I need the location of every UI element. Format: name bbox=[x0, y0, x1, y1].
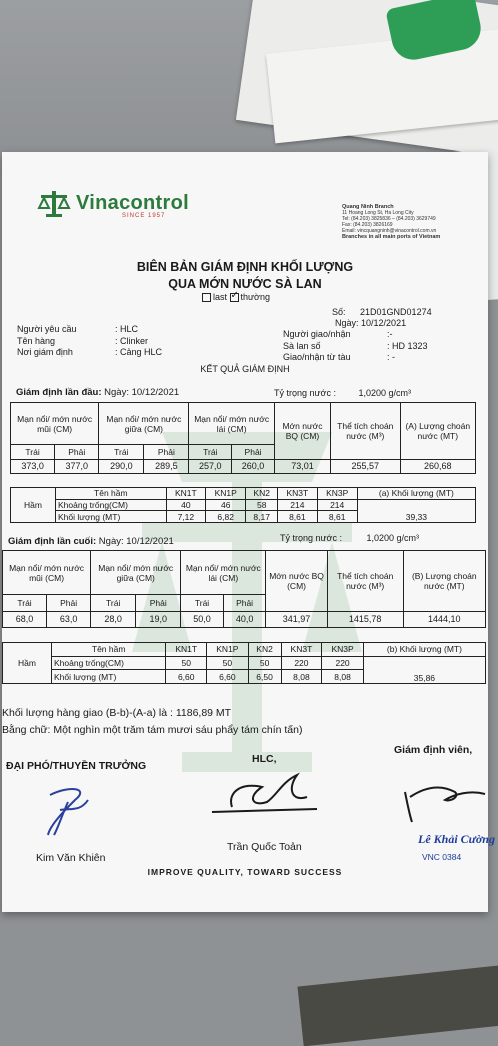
table-cell: 50 bbox=[166, 656, 207, 670]
barge-value: : HD 1323 bbox=[387, 341, 428, 351]
hold-col: KN1P bbox=[206, 488, 246, 500]
last-hold-table bbox=[2, 642, 486, 684]
so-value: 21D01GND01274 bbox=[360, 307, 432, 317]
requester-value: : HLC bbox=[115, 324, 139, 334]
table-cell: 68,0 bbox=[3, 611, 47, 628]
table-cell: 341,97 bbox=[266, 611, 327, 628]
branch-address: 11 Hoang Long St, Ha Long City bbox=[342, 210, 414, 216]
table-cell: 260,0 bbox=[232, 459, 275, 474]
col-port: Trái bbox=[99, 445, 144, 460]
signature-surveyor-icon bbox=[400, 772, 490, 827]
type-normal-label: thường bbox=[240, 292, 270, 302]
hold-name-header: Tên hầm bbox=[56, 488, 167, 500]
so-label: Số: bbox=[332, 307, 346, 317]
table-cell: 50 bbox=[248, 656, 281, 670]
hold-col: KN1T bbox=[166, 643, 207, 657]
table-cell: 1415,78 bbox=[327, 611, 403, 628]
table-cell: 8,61 bbox=[278, 511, 317, 523]
first-density-value: 1,0200 bbox=[358, 388, 386, 398]
col-port: Trái bbox=[91, 595, 136, 612]
table-cell: 220 bbox=[281, 656, 322, 670]
header-displacement: (B) Lượng choán nước (MT) bbox=[403, 551, 485, 612]
result-title: KẾT QUẢ GIÁM ĐỊNH bbox=[200, 364, 290, 374]
hold-col: KN3T bbox=[278, 488, 317, 500]
header-draft-bow: Mạn nổi/ mớn nước mũi (CM) bbox=[11, 403, 99, 445]
first-survey-date: Ngày: 10/12/2021 bbox=[104, 387, 180, 398]
hold-weight-label: Khối lượng (MT) bbox=[52, 670, 166, 684]
first-survey-title: Giám định lần đầu: bbox=[16, 387, 102, 398]
table-cell: 214 bbox=[278, 499, 317, 511]
header-mean-draft: Mớn nước BQ (CM) bbox=[274, 403, 330, 460]
hold-col: KN1T bbox=[166, 488, 205, 500]
hold-col: KN3T bbox=[281, 643, 322, 657]
table-cell: 40 bbox=[166, 499, 205, 511]
table-cell: 6,82 bbox=[206, 511, 246, 523]
last-density-value: 1,0200 bbox=[366, 533, 394, 543]
col-starboard: Phải bbox=[223, 595, 266, 612]
from-ship-value: : - bbox=[387, 352, 395, 362]
report-title: BIÊN BẢN GIÁM ĐỊNH KHỐI LƯỢNG bbox=[136, 260, 354, 274]
report-type bbox=[202, 292, 270, 302]
table-cell: 260,68 bbox=[400, 459, 475, 474]
ngay-value: 10/12/2021 bbox=[361, 318, 407, 328]
header-draft-stern: Mạn nổi/ mớn nước lái (CM) bbox=[181, 551, 266, 595]
header-mean-draft: Mớn nước BQ (CM) bbox=[266, 551, 327, 612]
first-hold-table bbox=[10, 487, 476, 523]
table-cell: 8,17 bbox=[246, 511, 278, 523]
last-survey-title: Giám định lần cuối: bbox=[8, 536, 97, 547]
last-density-label: Tỷ trọng nước : bbox=[280, 533, 342, 543]
table-cell: 6,50 bbox=[248, 670, 281, 684]
first-draft-table bbox=[10, 402, 476, 474]
brand-name: Vinacontrol bbox=[76, 192, 189, 214]
table-cell: 73,01 bbox=[274, 459, 330, 474]
header-volume: Thể tích choán nước (M³) bbox=[327, 551, 403, 612]
table-cell: 377,0 bbox=[55, 459, 99, 474]
cargo-label: Tên hàng bbox=[17, 336, 56, 346]
dark-object bbox=[297, 964, 498, 1046]
hold-total-header: (a) Khối lượng (MT) bbox=[357, 488, 475, 500]
col-starboard: Phải bbox=[136, 595, 181, 612]
last-draft-table bbox=[2, 550, 486, 628]
table-cell: 63,0 bbox=[47, 611, 91, 628]
branch-email: Email: vincquangninh@vinacontrol.com.vn bbox=[342, 228, 437, 234]
first-density-label: Tỷ trọng nước : bbox=[274, 388, 336, 398]
table-cell: 58 bbox=[246, 499, 278, 511]
branch-tel: Tel: (84.203) 3825836 – (84.203) 3629749 bbox=[342, 216, 436, 222]
last-density-unit: g/cm³ bbox=[396, 533, 420, 543]
deliverer-label: Người giao/nhận bbox=[283, 329, 351, 339]
col-starboard: Phải bbox=[232, 445, 275, 460]
branch-info bbox=[342, 204, 482, 240]
header-draft-stern: Mạn nổi/ mớn nước lái (CM) bbox=[189, 403, 275, 445]
table-cell: 6,60 bbox=[207, 670, 249, 684]
report-date bbox=[335, 318, 406, 328]
col-starboard: Phải bbox=[55, 445, 99, 460]
hold-col: KN2 bbox=[246, 488, 278, 500]
vinacontrol-scale-icon bbox=[37, 188, 71, 218]
barge-label: Sà lan số bbox=[283, 341, 321, 351]
report-number bbox=[332, 307, 432, 317]
header-displacement: (A) Lượng choán nước (MT) bbox=[400, 403, 475, 460]
hold-col: KN3P bbox=[317, 488, 357, 500]
table-cell: 289,5 bbox=[144, 459, 189, 474]
signature-title-surveyor: Giám định viên, bbox=[394, 744, 473, 756]
signature-master-icon bbox=[40, 780, 100, 840]
hold-total-header: (b) Khối lượng (MT) bbox=[363, 643, 485, 657]
col-starboard: Phải bbox=[47, 595, 91, 612]
hold-col: KN2 bbox=[248, 643, 281, 657]
table-cell: 1444,10 bbox=[403, 611, 485, 628]
signer-name-surveyor: Lê Khải Cường bbox=[418, 832, 495, 846]
table-cell: 220 bbox=[322, 656, 364, 670]
col-port: Trái bbox=[181, 595, 224, 612]
table-cell: 8,61 bbox=[317, 511, 357, 523]
last-density bbox=[280, 533, 419, 543]
hold-space-label: Khoảng trống(CM) bbox=[52, 656, 166, 670]
brand-since: SINCE 1957 bbox=[122, 213, 166, 219]
branch-fax: Fax: (84.203) 3826169 bbox=[342, 222, 393, 228]
surveyor-code: VNC 0384 bbox=[422, 852, 462, 862]
table-cell: 40,0 bbox=[223, 611, 266, 628]
hold-label: Hầm bbox=[11, 488, 56, 523]
table-cell: 8,08 bbox=[281, 670, 322, 684]
delivered-quantity: Khối lượng hàng giao (B-b)-(A-a) là : 1186,89 MT bbox=[2, 707, 232, 719]
signature-hlc-icon bbox=[207, 767, 327, 827]
signature-title-hlc: HLC, bbox=[252, 753, 277, 765]
table-cell: 46 bbox=[206, 499, 246, 511]
hold-space-label: Khoảng trống(CM) bbox=[56, 499, 167, 511]
type-last-label: last bbox=[213, 292, 228, 302]
table-cell: 19,0 bbox=[136, 611, 181, 628]
hold-weight-label: Khối lượng (MT) bbox=[56, 511, 167, 523]
hold-name-header: Tên hầm bbox=[52, 643, 166, 657]
hold-total-value: 39,33 bbox=[357, 499, 475, 522]
from-ship-label: Giao/nhận từ tàu bbox=[283, 352, 351, 362]
header-draft-bow: Mạn nổi/ mớn nước mũi (CM) bbox=[3, 551, 91, 595]
ngay-label: Ngày: bbox=[335, 318, 359, 328]
signer-name-master: Kim Văn Khiên bbox=[36, 852, 106, 864]
signature-title-master: ĐẠI PHÓ/THUYỀN TRƯỞNG bbox=[6, 760, 147, 772]
requester-label: Người yêu cầu bbox=[17, 324, 77, 334]
header-draft-mid: Mạn nổi/ mớn nước giữa (CM) bbox=[99, 403, 189, 445]
header-draft-mid: Mạn nổi/ mớn nước giữa (CM) bbox=[91, 551, 181, 595]
table-cell: 373,0 bbox=[11, 459, 55, 474]
table-cell: 255,57 bbox=[331, 459, 401, 474]
hold-col: KN3P bbox=[322, 643, 364, 657]
col-starboard: Phải bbox=[144, 445, 189, 460]
col-port: Trái bbox=[189, 445, 232, 460]
last-survey-date: Ngày: 10/12/2021 bbox=[98, 536, 174, 547]
hold-col: KN1P bbox=[207, 643, 249, 657]
footer-slogan: IMPROVE QUALITY, TOWARD SUCCESS bbox=[147, 867, 343, 877]
cargo-value: : Clinker bbox=[115, 336, 149, 346]
place-label: Nơi giám định bbox=[17, 347, 73, 357]
col-port: Trái bbox=[3, 595, 47, 612]
branch-network: Branches in all main ports of Vietnam bbox=[342, 234, 441, 240]
header-volume: Thể tích choán nước (M³) bbox=[331, 403, 401, 460]
col-port: Trái bbox=[11, 445, 55, 460]
signer-name-hlc: Trần Quốc Toản bbox=[227, 841, 302, 853]
table-cell: 214 bbox=[317, 499, 357, 511]
checkbox-normal-checked: ✓ bbox=[230, 290, 239, 302]
hold-label: Hầm bbox=[3, 643, 52, 684]
report-subtitle: QUA MỚN NƯỚC SÀ LAN bbox=[168, 277, 322, 291]
table-cell: 7,12 bbox=[166, 511, 205, 523]
place-value: : Cảng HLC bbox=[115, 347, 163, 357]
table-cell: 50,0 bbox=[181, 611, 224, 628]
table-cell: 6,60 bbox=[166, 670, 207, 684]
table-cell: 50 bbox=[207, 656, 249, 670]
quantity-in-words: Bằng chữ: Một nghìn một trăm tám mươi sáu phẩy tám chín tấn) bbox=[2, 724, 303, 736]
checkbox-last bbox=[202, 293, 211, 302]
first-survey-label bbox=[16, 387, 179, 398]
table-cell: 28,0 bbox=[91, 611, 136, 628]
first-density bbox=[274, 388, 411, 398]
table-cell: 290,0 bbox=[99, 459, 144, 474]
deliverer-value: :- bbox=[387, 329, 393, 339]
hold-total-value: 35,86 bbox=[363, 656, 485, 683]
table-cell: 257,0 bbox=[189, 459, 232, 474]
branch-name: Quang Ninh Branch bbox=[342, 204, 394, 210]
first-density-unit: g/cm³ bbox=[388, 388, 412, 398]
inspection-report-document bbox=[2, 152, 495, 912]
table-cell: 8,08 bbox=[322, 670, 364, 684]
last-survey-label bbox=[8, 536, 174, 547]
